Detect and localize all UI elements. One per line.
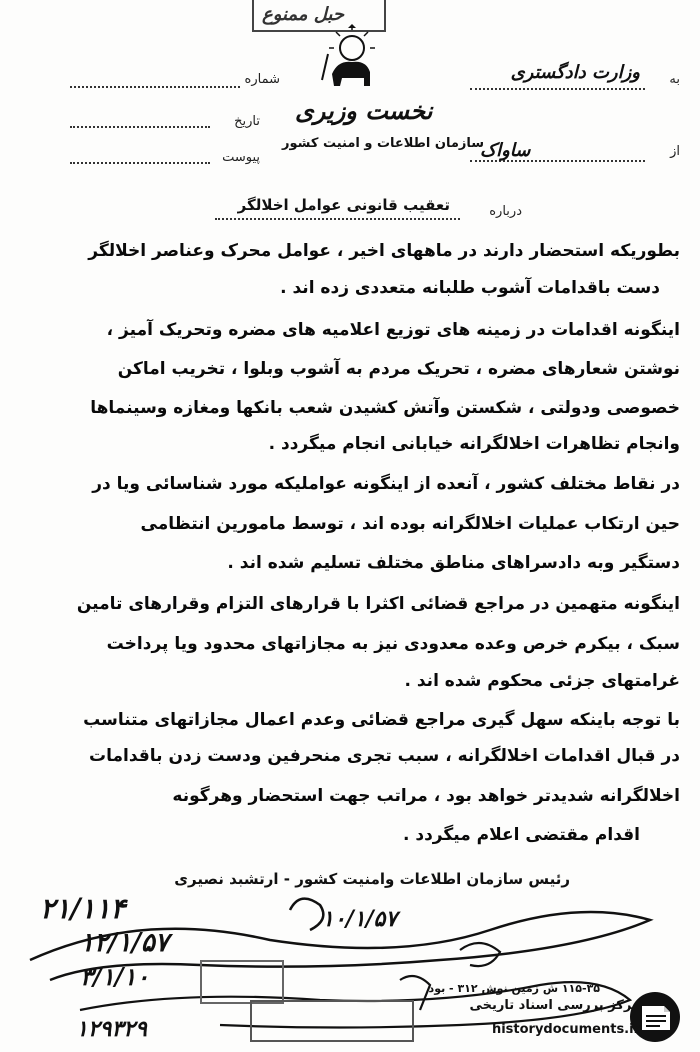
from-value: ساواک [480, 140, 531, 161]
to-dotted-line [470, 88, 645, 90]
body-line: اینگونه متهمین در مراجع قضائی اکثرا با قرارهای التزام وقرارهای تامین [76, 594, 680, 614]
subject-dotted-line [215, 218, 460, 220]
subject-value: تعقیب قانونی عوامل اخلالگر [237, 196, 450, 214]
org-name: نخست وزیری [295, 96, 433, 125]
to-label: به [669, 72, 680, 87]
body-line: وانجام تظاهرات اخلالگرانه خیابانی انجام میگردد . [268, 434, 680, 454]
subject-label: درباره [489, 204, 522, 219]
top-stamp-text: حبل ممنوع [262, 4, 344, 25]
handwritten-number: ۲۱/۱۱۴ [40, 892, 126, 925]
registration-stamp [250, 1000, 414, 1042]
body-line: اقدام مقتضی اعلام میگردد . [402, 825, 640, 845]
lion-and-sun-emblem-icon [318, 24, 382, 94]
handwritten-date: ۱۰/۱/۵۷ [322, 906, 398, 932]
handwritten-date: ۱۲/۱/۵۷ [80, 928, 169, 958]
watermark-url: historydocuments.ir [491, 1022, 640, 1037]
body-line: دست باقدامات آشوب طلبانه متعددی زده اند . [280, 278, 660, 298]
body-line: بطوریکه استحضار دارند در ماههای اخیر ، عوامل محرک وعناصر اخلالگر [88, 241, 680, 261]
watermark-text-fa: مرکز بررسی اسناد تاریخی [469, 998, 640, 1013]
to-value: وزارت دادگستری [510, 62, 640, 83]
body-line: در قبال اقدامات اخلالگرانه ، سبب تجری منحرفین ودست زدن باقدامات [89, 746, 680, 766]
body-line: غرامتهای جزئی محکوم شده اند . [404, 671, 680, 691]
body-line: اخلالگرانه شدیدتر خواهد بود ، مراتب جهت استحضار وهرگونه [172, 786, 680, 806]
margin-note: ۱۱۵-۳۵ ش زمین نوش ۳۱۲ - بود [428, 982, 600, 995]
number-label: شماره [244, 72, 280, 87]
handwritten-number: ۱۲۹۳۲۹ [76, 1016, 147, 1042]
org-subtitle: سازمان اطلاعات و امنیت کشور [282, 136, 485, 151]
attachment-dotted-line [70, 162, 210, 164]
body-line: اینگونه اقدامات در زمینه های توزیع اعلامیه های مضره وتحریک آمیز ، [106, 320, 680, 340]
body-line: دستگیر وبه دادسراهای مناطق مختلف تسلیم شده اند . [227, 553, 680, 573]
handwritten-date: ۳/۱/۱۰ [80, 962, 150, 991]
date-dotted-line [70, 126, 210, 128]
body-line: خصوصی ودولتی ، شکستن وآتش کشیدن شعب بانکها ومغازه وسینماها [90, 398, 680, 418]
date-label: تاریخ [234, 114, 260, 129]
body-line: حین ارتکاب عملیات اخلالگرانه بوده اند ، توسط مامورین انتظامی [140, 514, 680, 534]
body-line: با توجه باینکه سهل گیری مراجع قضائی وعدم اعمال مجازاتهای متناسب [83, 710, 680, 730]
body-line: در نقاط مختلف کشور ، آنعده از اینگونه عواملیکه مورد شناسائی ویا در [92, 474, 680, 494]
body-line: نوشتن شعارهای مضره ، تحریک مردم به آشوب وبلوا ، تخریب اماکن [117, 359, 680, 379]
body-line: سبک ، بیکرم خرص وعده معدودی نیز به مجازاتهای محدود ویا پرداخت [106, 634, 680, 654]
from-label: از [670, 144, 680, 159]
received-stamp [200, 960, 284, 1004]
signature-title: رئیس سازمان اطلاعات وامنیت کشور - ارتشبد نصیری [174, 870, 570, 888]
attachment-label: پیوست [222, 150, 260, 165]
number-dotted-line [70, 86, 240, 88]
